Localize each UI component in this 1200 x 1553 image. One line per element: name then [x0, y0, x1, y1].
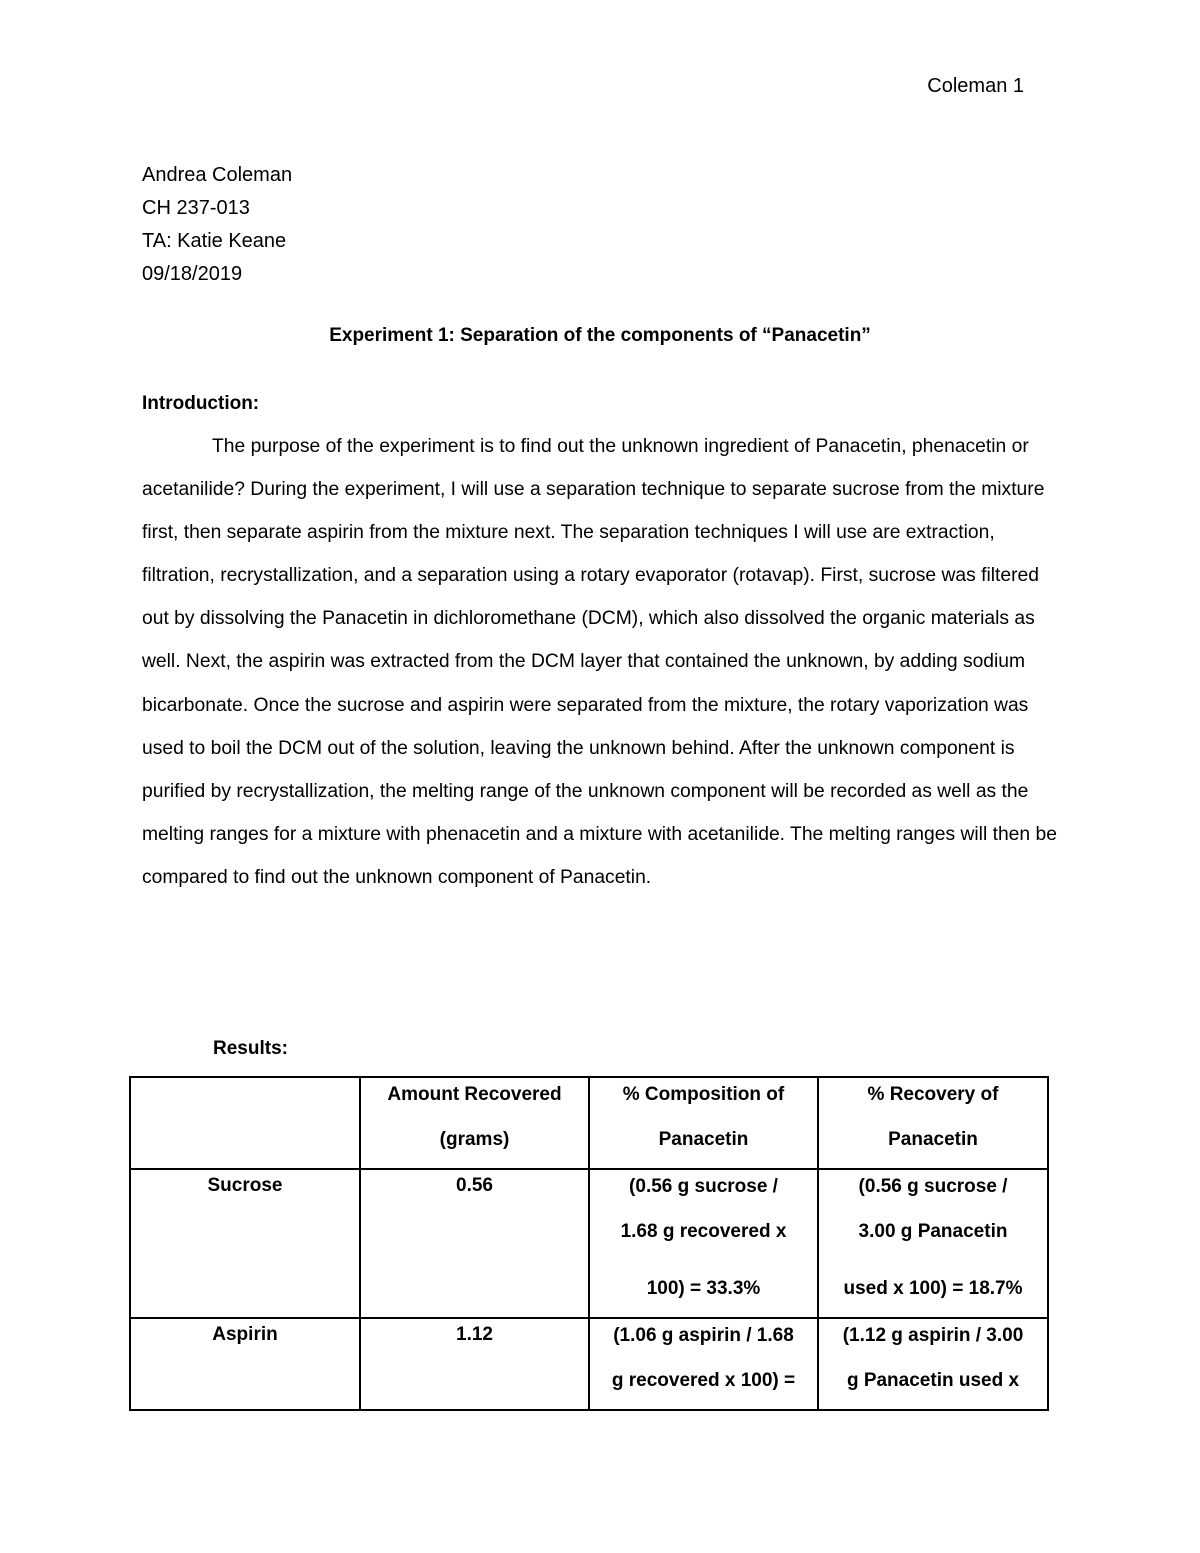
composition-sucrose-line2: 1.68 g recovered x: [620, 1221, 787, 1242]
composition-sucrose-line3: 100) = 33.3%: [646, 1278, 761, 1299]
recovery-sucrose-line1: (0.56 g sucrose /: [858, 1176, 1008, 1197]
table-row: [130, 1169, 1048, 1318]
teaching-assistant: TA: Katie Keane: [142, 230, 287, 252]
header-cell-recovery: [818, 1077, 1048, 1169]
header-cell-empty: [130, 1077, 360, 1169]
author-name: Andrea Coleman: [142, 164, 293, 186]
row-label-sucrose: Sucrose: [130, 1169, 360, 1318]
row-label-aspirin: Aspirin: [130, 1318, 360, 1410]
header-amount-line1: Amount Recovered: [387, 1084, 562, 1105]
report-title: Experiment 1: Separation of the components of “Panacetin”: [329, 325, 871, 346]
amount-sucrose: 0.56: [360, 1169, 589, 1318]
header-cell-composition: [589, 1077, 818, 1169]
composition-aspirin-line2: g recovered x 100) =: [611, 1370, 796, 1391]
composition-sucrose-line1: (0.56 g sucrose /: [629, 1176, 778, 1197]
results-table: [129, 1076, 1049, 1411]
header-recovery-line1: % Recovery of: [867, 1084, 999, 1105]
composition-aspirin-line1: (1.06 g aspirin / 1.68: [613, 1325, 794, 1346]
course-code: CH 237-013: [142, 197, 250, 219]
composition-aspirin: [589, 1318, 818, 1410]
header-composition-line2: Panacetin: [658, 1129, 749, 1150]
header-recovery-line2: Panacetin: [888, 1129, 978, 1150]
table-row: [130, 1318, 1048, 1410]
page-header-label: Coleman 1: [927, 75, 1024, 97]
recovery-aspirin-line2: g Panacetin used x: [846, 1370, 1020, 1391]
table-header-row: [130, 1077, 1048, 1169]
recovery-aspirin-line1: (1.12 g aspirin / 3.00: [842, 1325, 1024, 1346]
header-composition-line1: % Composition of: [622, 1084, 785, 1105]
header-amount-line2: (grams): [439, 1129, 510, 1150]
recovery-sucrose-line3: used x 100) = 18.7%: [843, 1278, 1023, 1299]
introduction-paragraph: The purpose of the experiment is to find out the unknown ingredient of Panacetin, phenacetin or acetanilide? During the experiment, I will use a separation technique to separate sucrose from the mixture first, then separate aspirin from the mixture next. The separation techniques I will use are extraction, filtration, recrystallization, and a separation using a rotary evaporator (rotavap). First, sucrose was filtered out by dissolving the Panacetin in dichloromethane (DCM), which also dissolved the organic materials as well. Next, the aspirin was extracted from the DCM layer that contained the unknown, by adding sodium bicarbonate. Once the sucrose and aspirin were separated from the mixture, the rotary vaporization was used to boil the DCM out of the solution, leaving the unknown behind. After the unknown component is purified by recrystallization, the melting range of the unknown component will be recorded as well as the melting ranges for a mixture with phenacetin and a mixture with acetanilide. The melting ranges will then be compared to find out the unknown component of Panacetin.: [142, 436, 1057, 888]
recovery-aspirin: [818, 1318, 1048, 1410]
report-date: 09/18/2019: [142, 263, 243, 285]
introduction-heading: Introduction:: [142, 393, 260, 414]
author-block: [142, 159, 292, 291]
recovery-sucrose: [818, 1169, 1048, 1318]
amount-aspirin: 1.12: [360, 1318, 589, 1410]
composition-sucrose: [589, 1169, 818, 1318]
recovery-sucrose-line2: 3.00 g Panacetin: [858, 1221, 1008, 1242]
header-cell-amount: [360, 1077, 589, 1169]
results-heading: Results:: [213, 1038, 288, 1059]
